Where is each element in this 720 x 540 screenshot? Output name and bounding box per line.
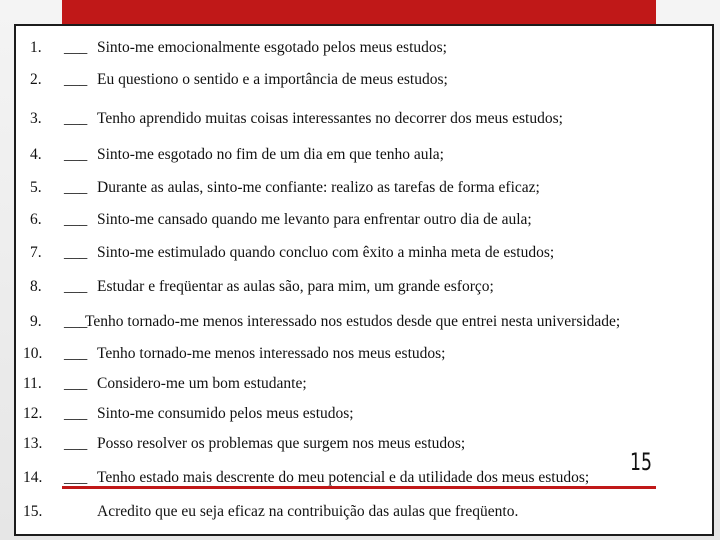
answer-blank: ___ [64, 435, 88, 452]
item-statement: Tenho estado mais descrente do meu potencial e da utilidade dos meus estudos; [97, 469, 590, 486]
questionnaire-box [14, 24, 714, 536]
item-statement: Sinto-me emocionalmente esgotado pelos meus estudos; [97, 39, 447, 56]
item-statement: Eu questiono o sentido e a importância de meus estudos; [97, 71, 448, 88]
item-number: 15. [23, 503, 43, 520]
answer-blank: ___ [64, 345, 88, 362]
item-statement: Sinto-me estimulado quando concluo com êxito a minha meta de estudos; [97, 244, 555, 261]
item-statement: Sinto-me esgotado no fim de um dia em que tenho aula; [97, 146, 444, 163]
item-number: 5. [30, 179, 42, 196]
answer-blank: ___ [64, 39, 88, 56]
item-number: 4. [30, 146, 42, 163]
bottom-accent-rule [62, 486, 656, 489]
answer-blank: ___ [64, 375, 88, 392]
item-number: 10. [23, 345, 43, 362]
item-number: 14. [23, 469, 43, 486]
item-number: 13. [23, 435, 43, 452]
item-statement: Acredito que eu seja eficaz na contribuição das aulas que freqüento. [97, 503, 519, 520]
answer-blank: ___ [64, 71, 88, 88]
item-number: 7. [30, 244, 42, 261]
item-number: 2. [30, 71, 42, 88]
answer-blank: ___ [64, 179, 88, 196]
answer-blank: ___ [64, 244, 88, 261]
item-statement: Tenho tornado-me menos interessado nos meus estudos; [97, 345, 446, 362]
answer-blank: ___ [64, 313, 88, 330]
answer-blank: ___ [64, 405, 88, 422]
item-number: 9. [30, 313, 42, 330]
answer-blank: ___ [64, 278, 88, 295]
item-statement: Estudar e freqüentar as aulas são, para mim, um grande esforço; [97, 278, 494, 295]
page-number: 15 [630, 448, 652, 476]
item-statement: Tenho aprendido muitas coisas interessantes no decorrer dos meus estudos; [97, 110, 563, 127]
answer-blank: ___ [64, 469, 88, 486]
answer-blank: ___ [64, 146, 88, 163]
item-number: 1. [30, 39, 42, 56]
item-number: 8. [30, 278, 42, 295]
item-statement: Durante as aulas, sinto-me confiante: realizo as tarefas de forma eficaz; [97, 179, 540, 196]
item-number: 6. [30, 211, 42, 228]
item-statement: Tenho tornado-me menos interessado nos estudos desde que entrei nesta universidade; [85, 313, 621, 330]
item-statement: Posso resolver os problemas que surgem nos meus estudos; [97, 435, 466, 452]
item-statement: Sinto-me cansado quando me levanto para enfrentar outro dia de aula; [97, 211, 532, 228]
item-number: 3. [30, 110, 42, 127]
item-statement: Sinto-me consumido pelos meus estudos; [97, 405, 354, 422]
answer-blank: ___ [64, 211, 88, 228]
answer-blank: ___ [64, 110, 88, 127]
item-number: 11. [23, 375, 42, 392]
item-number: 12. [23, 405, 43, 422]
item-statement: Considero-me um bom estudante; [97, 375, 307, 392]
